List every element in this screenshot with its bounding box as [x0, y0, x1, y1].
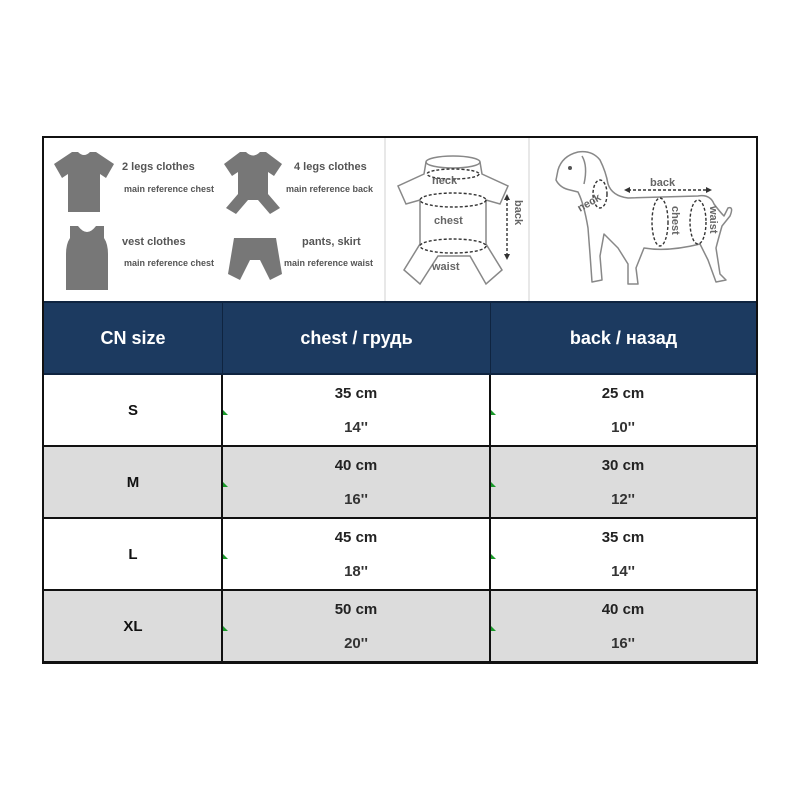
size-chart: [42, 136, 758, 664]
back-inch: 12'': [611, 491, 635, 508]
chest-label: chest: [434, 215, 463, 227]
dog-back-label: back: [650, 177, 676, 189]
legend-title: 2 legs clothes: [122, 161, 195, 173]
chest-cm: 45 cm: [334, 529, 378, 546]
column-divider: [221, 375, 223, 663]
cell-marker: [491, 482, 496, 487]
dog-neck-label: neck: [575, 191, 604, 215]
cell-marker: [223, 482, 228, 487]
legend-subtitle: main reference chest: [124, 258, 215, 268]
neck-label: neck: [432, 175, 458, 187]
dog-waist-label: waist: [707, 206, 719, 234]
cell-marker: [491, 626, 496, 631]
dog-chest-label: chest: [669, 206, 681, 235]
cell-marker: [223, 626, 228, 631]
back-inch: 10'': [611, 419, 635, 436]
chest-cell: [222, 591, 490, 661]
size-cell: M: [126, 473, 140, 491]
legend-subtitle: main reference chest: [124, 184, 215, 194]
measurement-guide: [44, 138, 756, 301]
chest-cell: [222, 375, 490, 445]
chest-cell: [222, 519, 490, 589]
dog-measurement-diagram: [548, 144, 748, 296]
back-cell: [490, 519, 756, 589]
legend-subtitle: main reference waist: [284, 258, 374, 268]
guide-divider: [384, 138, 386, 301]
size-cell: S: [127, 401, 138, 419]
back-cell: [490, 591, 756, 661]
back-cm: 25 cm: [601, 385, 645, 402]
cell-marker: [223, 554, 228, 559]
table-row: [44, 591, 756, 663]
back-cell: [490, 375, 756, 445]
chest-inch: 18'': [344, 563, 368, 580]
four-legs-clothes-icon: [222, 150, 284, 216]
chest-cm: 35 cm: [334, 385, 378, 402]
back-cell: [490, 447, 756, 517]
vest-icon: [64, 224, 110, 292]
table-row: [44, 375, 756, 447]
size-cell: L: [128, 545, 138, 563]
cell-marker: [223, 410, 228, 415]
legend-title: pants, skirt: [302, 236, 361, 248]
waist-label: waist: [432, 261, 460, 273]
garment-measurement-diagram: [390, 144, 524, 294]
header-back: back / назад: [490, 303, 756, 373]
chest-cell: [222, 447, 490, 517]
header-size: CN size: [100, 327, 166, 348]
table-row: [44, 519, 756, 591]
back-inch: 16'': [611, 635, 635, 652]
chest-inch: 20'': [344, 635, 368, 652]
back-cm: 35 cm: [601, 529, 645, 546]
column-divider: [489, 375, 491, 663]
table-row: [44, 447, 756, 519]
chest-inch: 16'': [344, 491, 368, 508]
back-cm: 40 cm: [601, 601, 645, 618]
back-inch: 14'': [611, 563, 635, 580]
cell-marker: [491, 554, 496, 559]
legend-subtitle: main reference back: [286, 184, 374, 194]
header-chest: chest / грудь: [222, 303, 490, 373]
legend-title: 4 legs clothes: [294, 161, 367, 173]
pants-icon: [226, 234, 284, 282]
back-cm: 30 cm: [601, 457, 645, 474]
tshirt-icon: [52, 148, 116, 214]
chest-cm: 40 cm: [334, 457, 378, 474]
guide-divider: [528, 138, 530, 301]
table-header: [44, 301, 756, 375]
legend-title: vest clothes: [122, 236, 186, 248]
cell-marker: [491, 410, 496, 415]
size-cell: XL: [123, 617, 143, 635]
chest-inch: 14'': [344, 419, 368, 436]
back-label: back: [512, 200, 524, 226]
chest-cm: 50 cm: [334, 601, 378, 618]
